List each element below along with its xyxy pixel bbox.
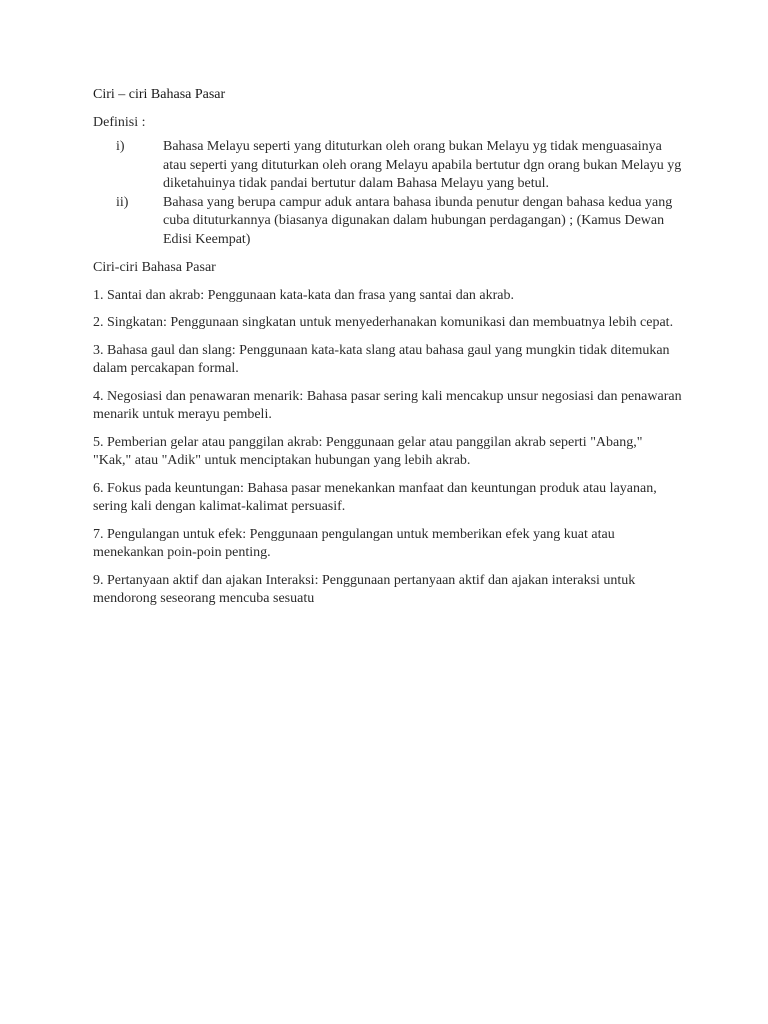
definition-item	[93, 194, 683, 250]
definition-label: Definisi :	[93, 114, 146, 130]
characteristic-item: 5. Pemberian gelar atau panggilan akrab: Penggunaan gelar atau panggilan akrab seperti "Abang," "Kak," atau "Adik" untuk menciptakan hubungan yang lebih akrab.	[93, 434, 643, 468]
characteristic-item: 1. Santai dan akrab: Penggunaan kata-kata dan frasa yang santai dan akrab.	[93, 287, 514, 303]
definition-marker: i)	[116, 139, 125, 154]
document-title: Ciri – ciri Bahasa Pasar	[93, 87, 226, 102]
definition-list	[93, 138, 683, 249]
definition-text: Bahasa yang berupa campur aduk antara bahasa ibunda penutur dengan bahasa kedua yang cuba dituturkannya (biasanya digunakan dalam hubungan perdagangan) ; (Kamus Dewan Edisi Keempat)	[163, 194, 673, 247]
characteristic-item: 3. Bahasa gaul dan slang: Penggunaan kata-kata slang atau bahasa gaul yang mungkin tidak ditemukan dalam percakapan formal.	[93, 342, 670, 376]
characteristic-item: 7. Pengulangan untuk efek: Penggunaan pengulangan untuk memberikan efek yang kuat atau menekankan poin-poin penting.	[93, 526, 615, 560]
characteristics-heading: Ciri-ciri Bahasa Pasar	[93, 260, 216, 275]
characteristic-item: 4. Negosiasi dan penawaran menarik: Bahasa pasar sering kali mencakup unsur negosiasi dan penawaran menarik untuk merayu pembeli.	[93, 388, 682, 422]
definition-item	[93, 138, 683, 194]
characteristic-item: 6. Fokus pada keuntungan: Bahasa pasar menekankan manfaat dan keuntungan produk atau layanan, sering kali dengan kalimat-kalimat persuasif.	[93, 480, 657, 514]
characteristic-item: 2. Singkatan: Penggunaan singkatan untuk menyederhanakan komunikasi dan membuatnya lebih cepat.	[93, 315, 674, 330]
definition-marker: ii)	[116, 194, 129, 210]
document-body	[93, 86, 683, 618]
definition-text: Bahasa Melayu seperti yang dituturkan oleh orang bukan Melayu yg tidak menguasainya atau seperti yang dituturkan oleh orang Melayu apabila bertutur dgn orang bukan Melayu yg diketahuinya tidak pandai bertutur dalam Bahasa Melayu yang betul.	[163, 139, 682, 191]
characteristic-item: 9. Pertanyaan aktif dan ajakan Interaksi: Penggunaan pertanyaan aktif dan ajakan interaksi untuk mendorong seseorang mencuba sesuatu	[93, 572, 636, 606]
